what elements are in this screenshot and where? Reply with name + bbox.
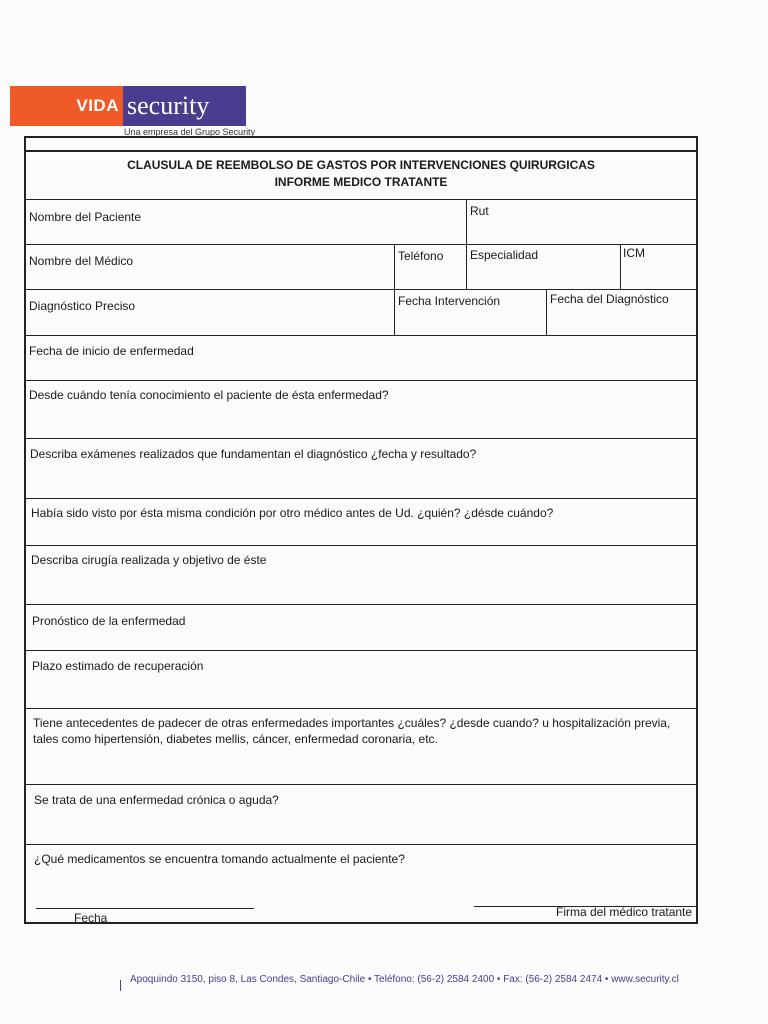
question-conocimiento: Desde cuándo tenía conocimiento el paciente de ésta enfermedad?	[29, 388, 389, 402]
question-medicamentos: ¿Qué medicamentos se encuentra tomando actualmente el paciente?	[34, 852, 405, 866]
form-title-line1: CLAUSULA DE REEMBOLSO DE GASTOS POR INTERVENCIONES QUIRURGICAS	[127, 158, 595, 172]
row-divider	[26, 784, 696, 785]
medical-report-form	[24, 136, 698, 924]
label-firma-medico: Firma del médico tratante	[556, 905, 693, 919]
logo-security-text: security	[123, 86, 246, 126]
row-divider	[26, 498, 696, 499]
col-divider	[466, 199, 467, 244]
row-divider	[26, 199, 696, 200]
row-divider	[26, 708, 696, 709]
label-fecha: Fecha	[74, 911, 108, 925]
question-otro-medico: Había sido visto por ésta misma condición por otro médico antes de Ud. ¿quién? ¿désde cuándo?	[31, 506, 554, 520]
question-antecedentes: Tiene antecedentes de padecer de otras enfermedades importantes ¿cuáles? ¿desde cuando? u hospitalización previa,	[33, 716, 671, 730]
label-fecha-intervencion: Fecha Intervención	[398, 294, 501, 308]
label-fecha-diagnostico: Fecha del Diagnóstico	[550, 292, 669, 306]
question-plazo: Plazo estimado de recuperación	[32, 659, 204, 673]
row-divider	[26, 380, 696, 381]
question-cronica-aguda: Se trata de una enfermedad crónica o aguda?	[34, 793, 279, 807]
logo-vida-text: VIDA	[10, 86, 123, 126]
col-divider	[394, 244, 395, 335]
col-divider	[620, 244, 621, 289]
label-especialidad: Especialidad	[470, 248, 539, 262]
col-divider	[466, 244, 467, 289]
footer-address: Apoquindo 3150, piso 8, Las Condes, Santiago-Chile • Teléfono: (56-2) 2584 2400 • Fax: (56-2) 2584 2474 • www.security.cl	[130, 974, 679, 985]
row-divider	[26, 335, 696, 336]
fecha-signature-line	[36, 908, 254, 909]
label-nombre-paciente: Nombre del Paciente	[29, 210, 142, 224]
label-fecha-inicio: Fecha de inicio de enfermedad	[29, 344, 194, 358]
label-nombre-medico: Nombre del Médico	[29, 254, 134, 268]
vida-security-logo	[10, 86, 246, 126]
question-cirugia: Describa cirugía realizada y objetivo de éste	[31, 553, 267, 567]
row-divider	[26, 244, 696, 245]
row-divider	[26, 545, 696, 546]
label-icm: ICM	[623, 246, 645, 260]
footer-divider	[120, 980, 121, 991]
question-examenes: Describa exámenes realizados que fundamentan el diagnóstico ¿fecha y resultado?	[30, 447, 477, 461]
row-divider	[26, 289, 696, 290]
col-divider	[546, 289, 547, 335]
question-antecedentes-ejemplos: tales como hipertensión, diabetes mellis, cáncer, enfermedad coronaria, etc.	[33, 732, 438, 746]
label-rut: Rut	[470, 204, 489, 218]
form-title-line2: INFORME MEDICO TRATANTE	[274, 175, 448, 189]
label-telefono: Teléfono	[398, 249, 444, 263]
row-divider	[26, 438, 696, 439]
row-divider	[26, 650, 696, 651]
question-pronostico: Pronóstico de la enfermedad	[32, 614, 186, 628]
row-divider	[26, 604, 696, 605]
label-diagnostico: Diagnóstico Preciso	[29, 299, 136, 313]
header-divider	[26, 150, 696, 152]
brand-tagline: Una empresa del Grupo Security	[124, 127, 256, 137]
row-divider	[26, 844, 696, 845]
